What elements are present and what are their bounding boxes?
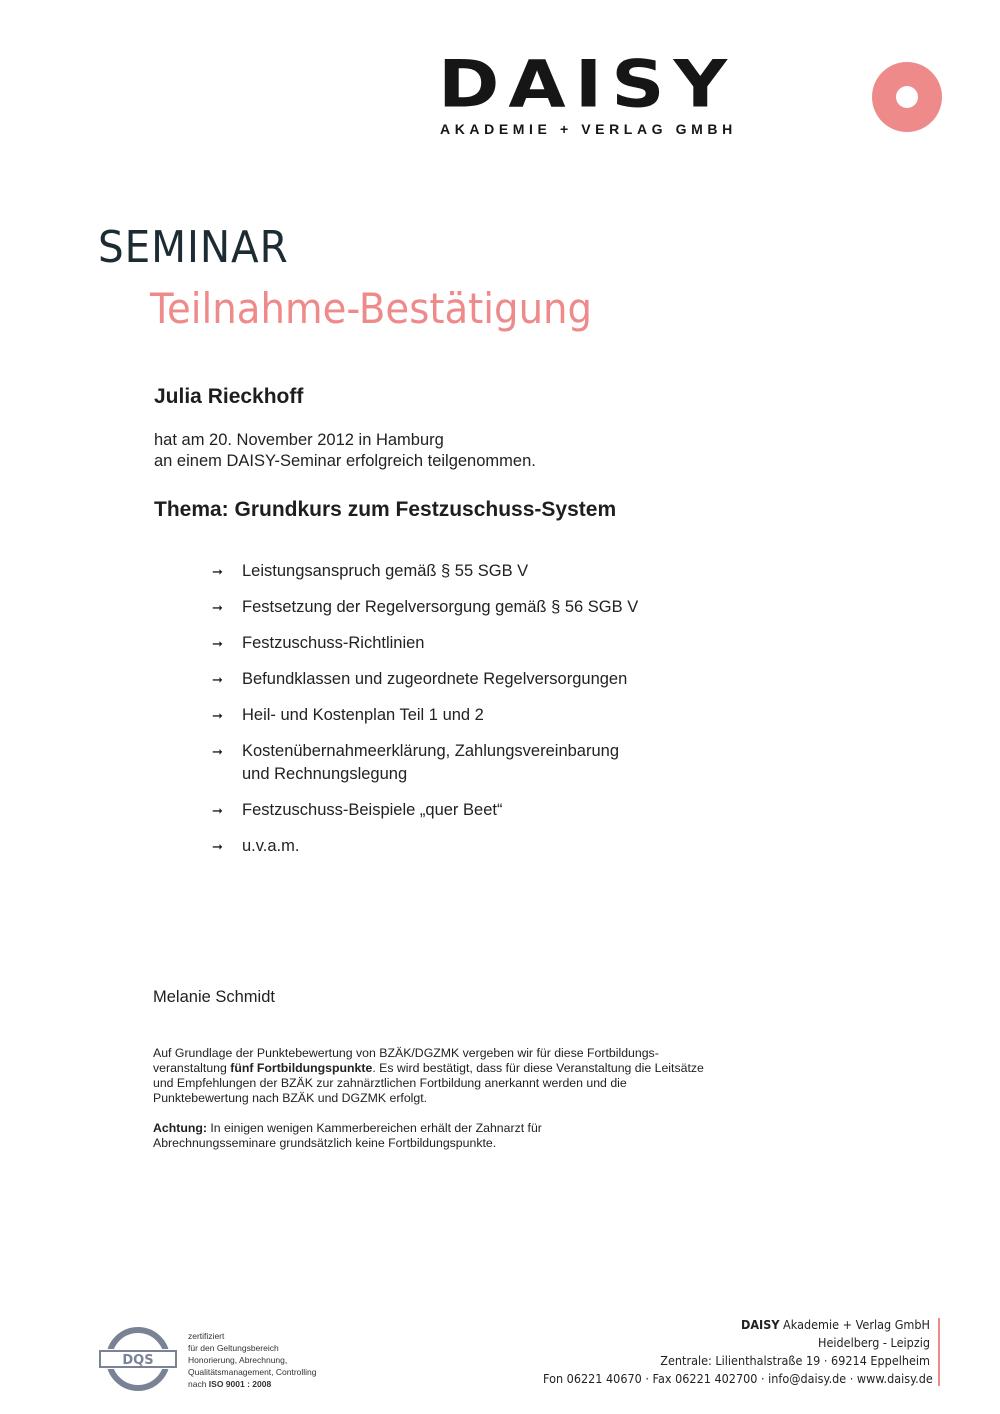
cert-line: Honorierung, Abrechnung,: [188, 1355, 288, 1365]
arrow-icon: ➞: [212, 708, 223, 723]
points-note: [153, 1046, 713, 1106]
list-item: [212, 799, 662, 822]
company-name-rest: Akademie + Verlag GmbH: [779, 1317, 930, 1332]
list-item-text: Befundklassen und zugeordnete Regelversorgungen: [242, 670, 628, 688]
arrow-icon: ➞: [212, 636, 223, 651]
list-item: [212, 632, 662, 655]
cert-prefix: nach: [188, 1379, 209, 1389]
cert-line: Qualitätsmanagement, Controlling: [188, 1367, 317, 1377]
list-item-text: Heil- und Kostenplan Teil 1 und 2: [242, 706, 484, 724]
list-item: [212, 560, 662, 583]
warning-note: [153, 1121, 593, 1151]
list-item-text: u.v.a.m.: [242, 837, 300, 855]
list-item-text: Festsetzung der Regelversorgung gemäß § 56 SGB V: [242, 598, 639, 616]
arrow-icon: ➞: [212, 600, 223, 615]
points-note-bold: fünf Fortbildungspunkte: [230, 1061, 373, 1075]
dqs-seal-icon: [98, 1327, 178, 1391]
warning-text: In einigen wenigen Kammerbereichen erhält der Zahnarzt für Abrechnungsseminare grundsätzlich keine Fortbildungspunkte.: [153, 1121, 542, 1150]
arrow-icon: ➞: [212, 744, 223, 759]
certification-text: [188, 1330, 317, 1390]
cert-iso: ISO 9001 : 2008: [208, 1379, 272, 1389]
logo-circle-icon: [872, 62, 942, 132]
company-cities: Heidelberg - Leipzig: [818, 1335, 930, 1350]
points-note-text-2: . Es wird bestätigt, dass für diese Veranstaltung die Leitsätze und Empfehlungen der BZÄK zur zahnärztlichen Fortbildung anerkannt werden und die Punktebewertung nach BZÄK und DGZMK erfolgt.: [153, 1061, 704, 1105]
topics-list: [212, 560, 662, 871]
list-item-text: Festzuschuss-Richtlinien: [242, 634, 425, 652]
cert-line: zertifiziert: [188, 1331, 225, 1341]
seal-text: DQS: [122, 1353, 154, 1368]
list-item-text: Festzuschuss-Beispiele „quer Beet“: [242, 801, 503, 819]
company-name: [543, 1316, 930, 1334]
arrow-icon: ➞: [212, 672, 223, 687]
logo-wordmark: DAISY: [438, 46, 737, 123]
attendance-date-line: hat am 20. November 2012 in Hamburg: [154, 431, 444, 449]
confirmation-heading: Teilnahme-Bestätigung: [150, 284, 593, 333]
company-contact: Fon 06221 40670 · Fax 06221 402700 · info@daisy.de · www.daisy.de: [543, 1371, 933, 1386]
list-item: [212, 704, 662, 727]
list-item-text: Kostenübernahmeerklärung, Zahlungsvereinbarung und Rechnungslegung: [242, 742, 619, 783]
participant-name: Julia Rieckhoff: [154, 385, 304, 408]
seminar-topic: Thema: Grundkurs zum Festzuschuss-System: [154, 498, 617, 521]
points-note-text: Auf Grundlage der Punktebewertung von BZÄK/DGZMK vergeben wir für diese Fortbildungs-veranstaltung: [153, 1046, 659, 1075]
cert-line: für den Geltungsbereich: [188, 1343, 279, 1353]
list-item: [212, 740, 662, 786]
company-address: [543, 1316, 933, 1388]
address-accent-bar: [938, 1318, 940, 1386]
list-item: [212, 596, 662, 619]
company-street: Zentrale: Lilienthalstraße 19 · 69214 Eppelheim: [660, 1353, 930, 1368]
cert-line: [188, 1378, 317, 1390]
signer-name: Melanie Schmidt: [153, 988, 275, 1006]
arrow-icon: ➞: [212, 803, 223, 818]
list-item-text: Leistungsanspruch gemäß § 55 SGB V: [242, 562, 529, 580]
list-item: [212, 835, 662, 858]
list-item: [212, 668, 662, 691]
arrow-icon: ➞: [212, 839, 223, 854]
company-name-bold: DAISY: [740, 1317, 780, 1332]
attendance-success-line: an einem DAISY-Seminar erfolgreich teilgenommen.: [154, 452, 536, 470]
logo-subtitle: AKADEMIE + VERLAG GMBH: [440, 121, 737, 137]
seminar-heading: SEMINAR: [98, 222, 289, 273]
warning-label: Achtung:: [153, 1121, 207, 1135]
arrow-icon: ➞: [212, 564, 223, 579]
